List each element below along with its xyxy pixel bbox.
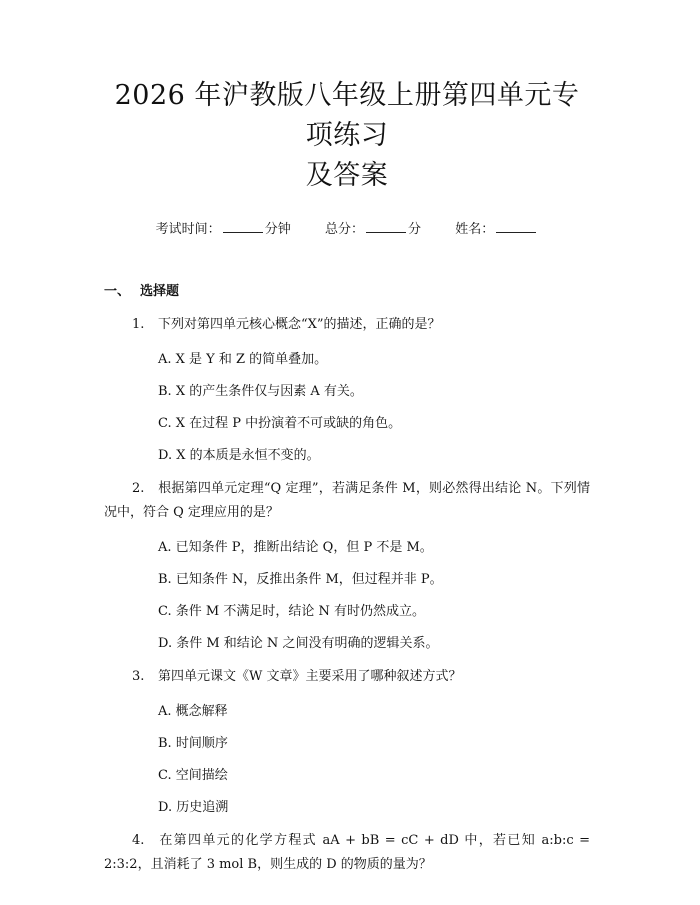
question-text <box>104 477 590 525</box>
section-heading <box>104 283 590 301</box>
option-d: D. 历史追溯 <box>158 800 229 815</box>
time-label: 考试时间： <box>155 222 221 237</box>
option-list <box>104 351 590 465</box>
section-number: 一、 <box>104 284 131 299</box>
exam-meta <box>104 220 590 239</box>
option-c: C. X 在过程 P 中扮演着不可或缺的角色。 <box>158 416 402 431</box>
section-title: 选择题 <box>140 284 180 299</box>
question-number: 3. <box>132 669 145 684</box>
option-d: D. X 的本质是永恒不变的。 <box>158 448 320 463</box>
question-stem: 下列对第四单元核心概念“X”的描述，正确的是？ <box>158 317 441 332</box>
option-c: C. 条件 M 不满足时，结论 N 有时仍然成立。 <box>158 604 425 619</box>
question-2 <box>104 477 590 653</box>
option-c: C. 空间描绘 <box>158 768 228 783</box>
title-line-2: 及答案 <box>305 160 389 191</box>
option-a: A. X 是 Y 和 Z 的简单叠加。 <box>158 352 328 367</box>
question-3 <box>104 665 590 817</box>
option-list <box>104 539 590 653</box>
question-text <box>104 829 590 877</box>
question-stem: 在第四单元的化学方程式 aA + bB = cC + dD 中，若已知 a:b:c = 2:3:2，且消耗了 3 mol B，则生成的 D 的物质的量为？ <box>104 833 590 872</box>
question-1 <box>104 313 590 465</box>
question-stem: 根据第四单元定理“Q 定理”，若满足条件 M，则必然得出结论 N。下列情况中，符合 Q 定理应用的是？ <box>104 481 590 520</box>
question-number: 4. <box>132 833 145 848</box>
question-number: 1. <box>132 317 145 332</box>
question-number: 2. <box>132 481 145 496</box>
option-b: B. X 的产生条件仅与因素 A 有关。 <box>158 384 363 399</box>
score-label: 总分： <box>324 222 364 237</box>
score-blank <box>366 220 406 233</box>
page-title <box>104 0 590 196</box>
score-unit: 分 <box>408 222 422 237</box>
option-d: D. 条件 M 和结论 N 之间没有明确的逻辑关系。 <box>158 636 439 651</box>
option-a: A. 概念解释 <box>158 704 228 719</box>
question-text <box>104 665 590 689</box>
name-blank <box>496 220 536 233</box>
question-4 <box>104 829 590 877</box>
option-b: B. 已知条件 N，反推出条件 M，但过程并非 P。 <box>158 572 443 587</box>
question-stem: 第四单元课文《W 文章》主要采用了哪种叙述方式？ <box>158 669 462 684</box>
name-label: 姓名： <box>455 222 495 237</box>
option-list <box>104 703 590 817</box>
title-line-1: 2026 年沪教版八年级上册第四单元专项练习 <box>114 80 580 151</box>
option-b: B. 时间顺序 <box>158 736 228 751</box>
time-unit: 分钟 <box>264 222 291 237</box>
time-blank <box>223 220 263 233</box>
question-text <box>104 313 590 337</box>
option-a: A. 已知条件 P，推断出结论 Q，但 P 不是 M。 <box>158 540 433 555</box>
